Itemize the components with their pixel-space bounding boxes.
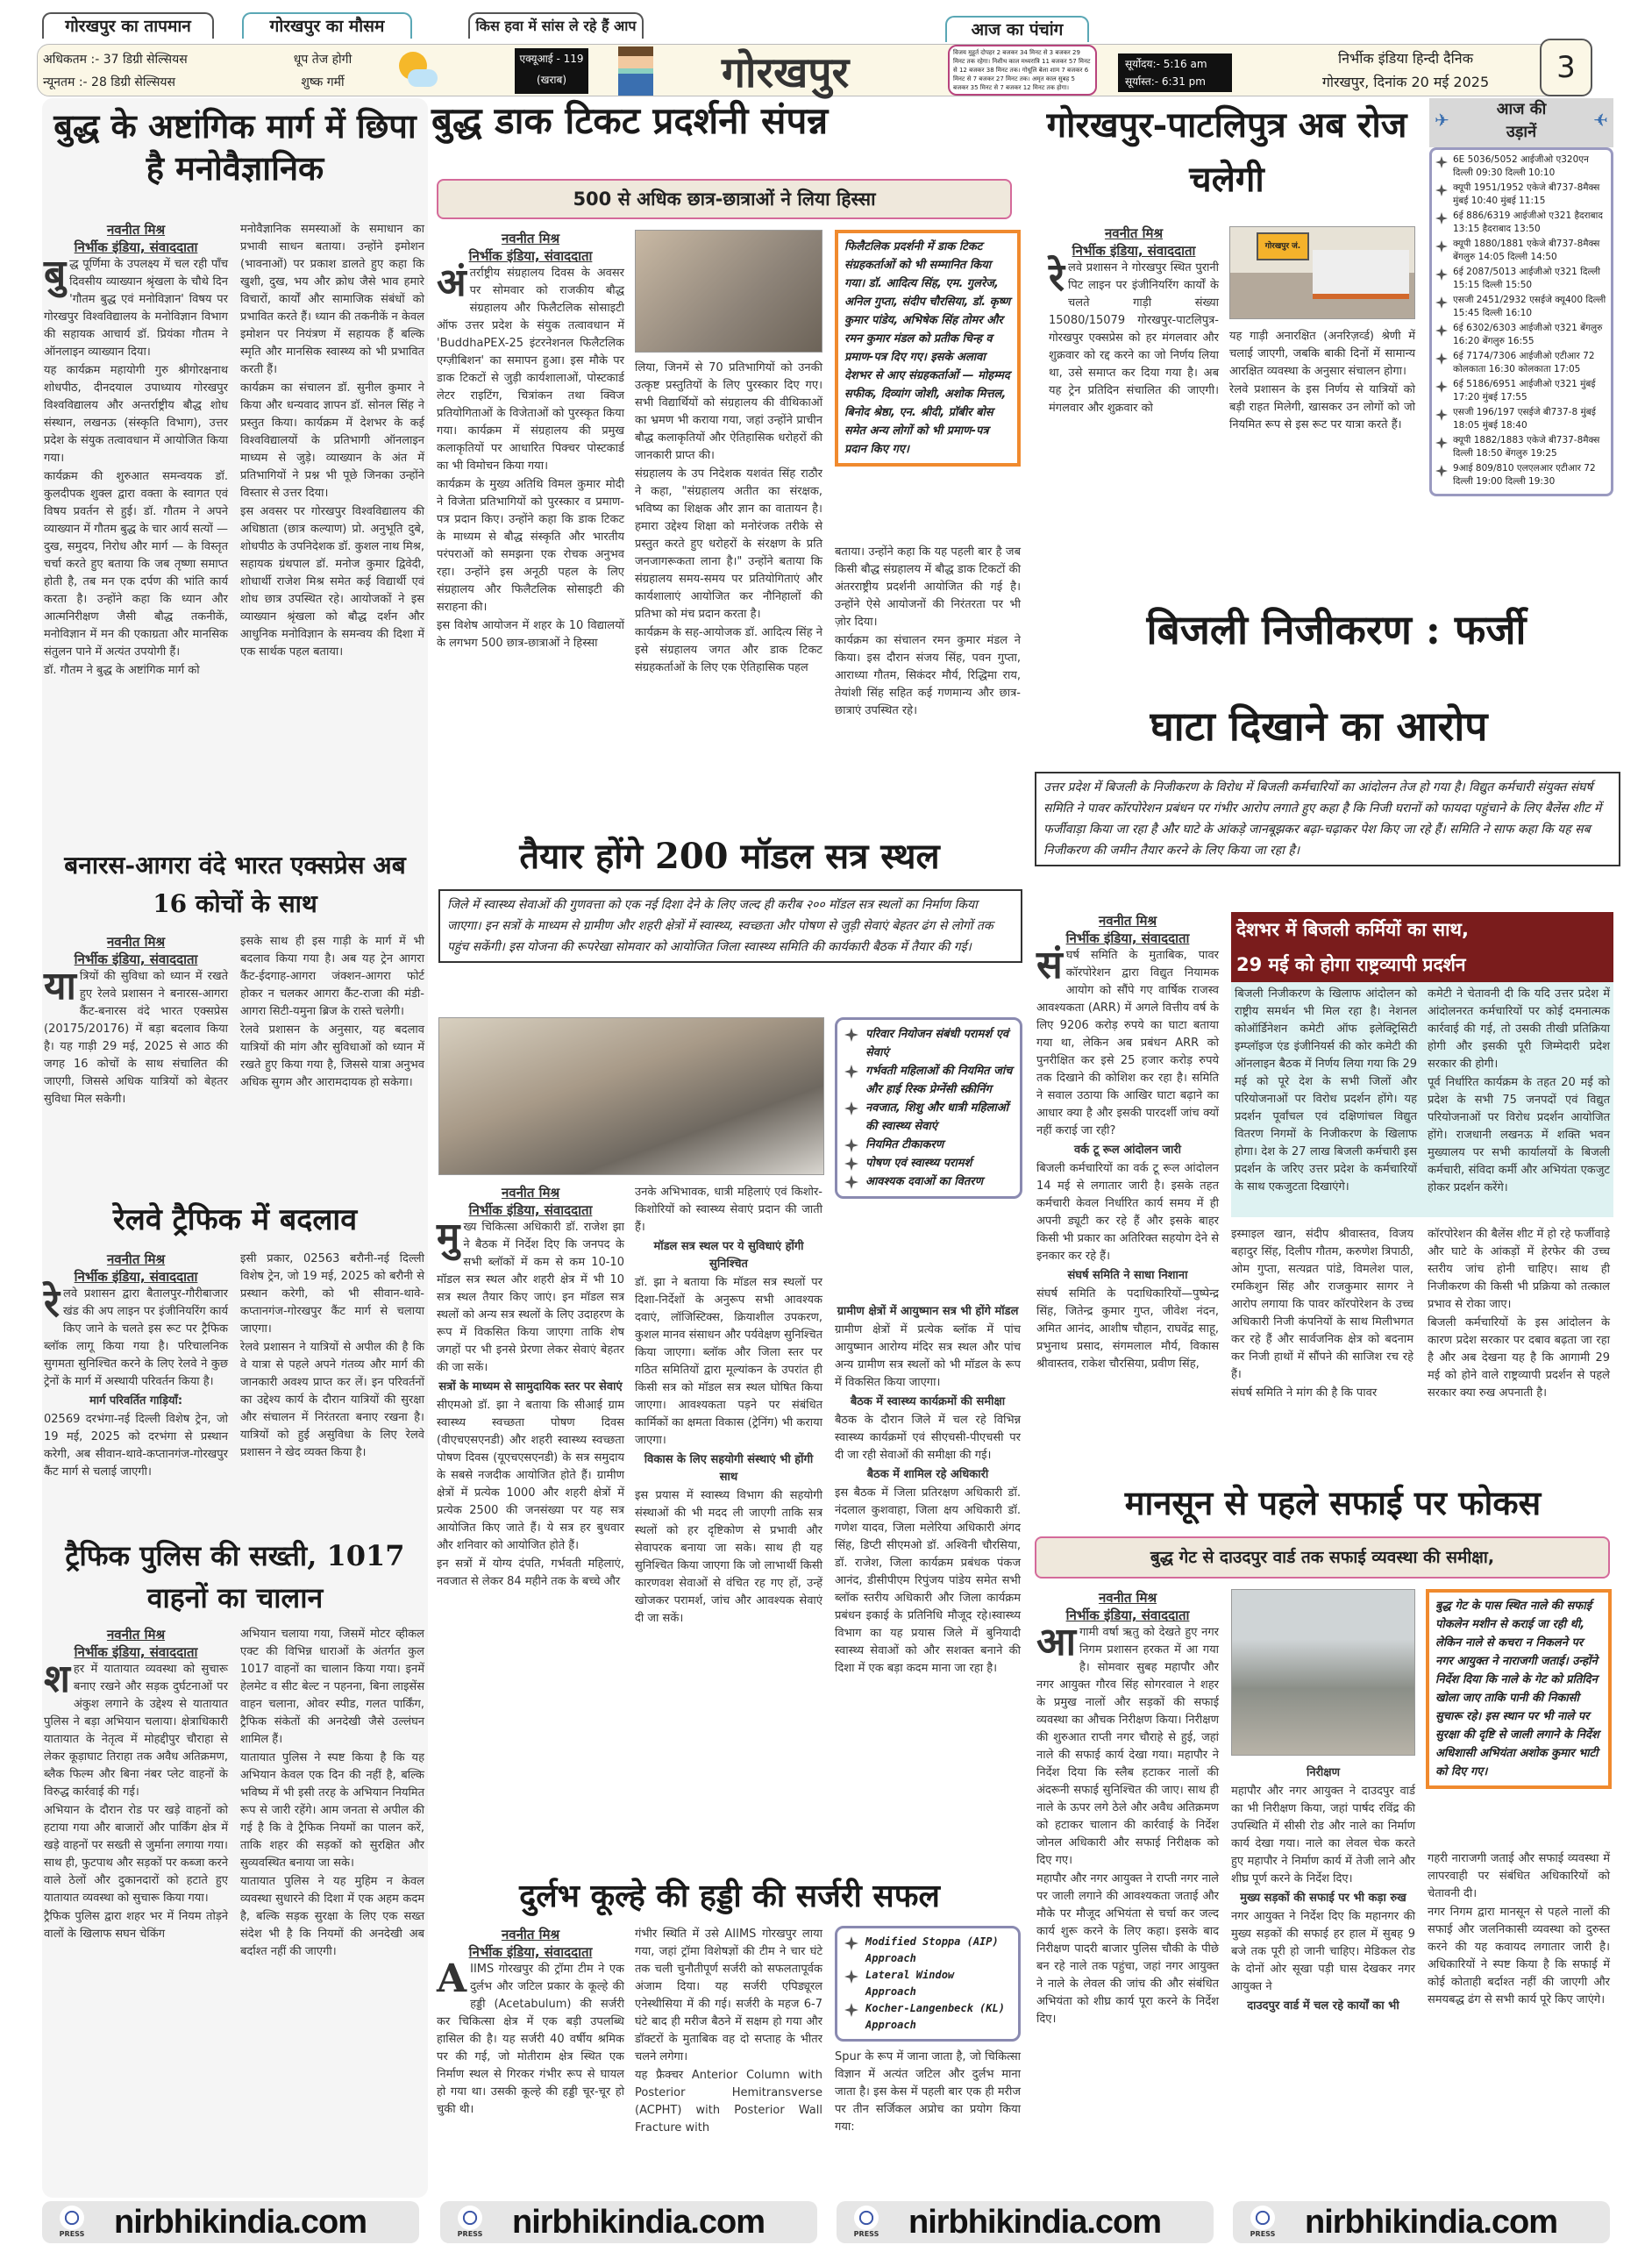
paper-name: निर्भीक इंडिया हिन्दी दैनिक: [1338, 50, 1473, 67]
flight-item: 6ई 6302/6303 आईजीओ ए321 बेंगलुरु 16:20 बेंगलुरु 16:55: [1435, 322, 1607, 348]
bullet-icon: [1435, 409, 1448, 421]
byline-org: निर्भीक इंडिया, संवाददाता: [1065, 1607, 1190, 1623]
a4-r1: बिजली निजीकरण के खिलाफ आंदोलन को राष्ट्रीय समर्थन भी मिल रहा है। नेशनल कोऑर्डिनेशन कमेटी ऑफ इलेक्ट्रिसिटी इम्प्लॉइज एंड इंजीनियर्स की कोर कमेटी की ऑनलाइन बैठक में निर्णय लिया गया कि 29 मई को पूरे देश के सभी जिलों और परियोजनाओं पर विरोध प्रदर्शन होंगे। यह प्रदर्शन पूर्वांचल एवं दक्षिणांचल विद्युत वितरण निगमों के निजीकरण के खिलाफ होगा। देश के 27 लाख बिजली कर्मचारी इस प्रदर्शन के जरिए उत्तर प्रदेश के कर्मचारियों के साथ एकजुटता दिखाएंगे।: [1235, 987, 1417, 1194]
a3-station-photo: [1229, 226, 1415, 319]
a2-p1: तर्राष्ट्रीय संग्रहालय दिवस के अवसर पर सोमवार को राजकीय बौद्ध संग्रहालय और फिलैटलिक सोसाइटी ऑफ उत्तर प्रदेश के संयुक तत्वावधान में 'BuddhaPEX-25 इंटरनेशनल फिलैटलिक एग्ज़ीबिशन' का समापन हुआ। इस मौके पर डाक टिकटों से जुड़ी कार्यशालाओं, पोस्टकार्ड लेटर राइटिंग, चित्रांकन तथा क्विज प्रतियोगिताओं के विजेताओं को पुरस्कृत किया गया। कार्यक्रम में संग्रहालय की प्रमुख कलाकृतियों पर आधारित पिक्चर पोस्टकार्ड का भी विमोचन किया गया।: [437, 267, 624, 473]
a9-p3: यह फ्रैक्चर Anterior Column with Posterior Hemitransverse (ACPHT) with Posterior Wall Fracture with: [635, 2069, 822, 2135]
flight-item: 9आई 809/810 एलएलआर एटीआर 72 दिल्ली 19:00 दिल्ली 19:30: [1435, 462, 1607, 488]
a7-body-left: [44, 1251, 228, 1482]
a4-body-3: [1428, 1226, 1610, 1403]
a7-p1: लवे प्रशासन द्वारा बैतालपुर-गौरीबाजार खंड की अप लाइन पर इंजीनियरिंग कार्य किए जाने के चलते इस रूट पर ट्रैफिक ब्लॉक लागू किया गया है। परिचालनिक सुगमता सुनिश्चित करने के लिए रेलवे ने कुछ ट्रेनों के मार्ग में अस्थायी परिवर्तन किया है।: [44, 1287, 228, 1388]
mask-person-icon: [618, 46, 653, 96]
sunset: सूर्यास्त:- 6:31 pm: [1125, 75, 1206, 88]
a10-headline: मानसून से पहले सफाई पर फोकस: [1124, 1483, 1542, 1522]
a9-p1: IIMS गोरखपुर की ट्रॉमा टीम ने एक दुर्लभ और जटिल प्रकार के कूल्हे की हड्डी (Acetabulum) की सर्जरी कर चिकित्सा क्षेत्र में एक बड़ी उपलब्धि हासिल की है। यह सर्जरी 40 वर्षीय श्रमिक पर की गई, जो मोतीराम क्षेत्र स्थित एक निर्माण स्थल से गिरकर गंभीर रूप से घायल हो गया था। उसकी कूल्हे की हड्डी चूर-चूर हो चुकी थी।: [437, 1963, 624, 2116]
a6-body-1: [437, 1184, 624, 1592]
red-head-2: 29 मई को होगा राष्ट्रव्यापी प्रदर्शन: [1236, 954, 1466, 975]
a6-services-list: [835, 1017, 1022, 1199]
a10-body-1: [1036, 1589, 1219, 2029]
temperature-block: [43, 48, 188, 94]
a2-body-3: [835, 544, 1021, 721]
a2-body-2: [635, 360, 822, 678]
bullet-icon: [1435, 381, 1448, 393]
a6-p4: उनके अभिभावक, धात्री महिलाएं एवं किशोर-किशोरियों को स्वास्थ्य सेवाएं प्रदान की जाती हैं।: [635, 1186, 822, 1234]
bullet-icon: [1435, 296, 1448, 309]
a2-p5: संग्रहालय के उप निदेशक यशवंत सिंह राठौर ने कहा, "संग्रहालय अतीत का संरक्षक, भविष्य का शिक्षक और ज्ञान का वातायन है। हमारा उद्देश्य शिक्षा को मनोरंजक तरीके से प्रस्तुत करते हुए धरोहरों के संरक्षण के प्रति जनजागरूकता लाना है।" उन्होंने बताया कि संग्रहालय समय-समय पर प्रतियोगिताएं और कार्यशालाएं आयोजित कर नौनिहालों की प्रतिभा को मंच प्रदान करता है।: [635, 467, 822, 621]
a4-p1: घर्ष समिति के मुताबिक, पावर कॉरपोरेशन द्वारा विद्युत नियामक आयोग को सौंपे गए वार्षिक राजस्व आवश्यकता (ARR) में अगले वित्तीय वर्ष के लिए 9206 करोड़ रुपये का घाटा बताया गया था, लेकिन अब प्रबंधन ARR को पुनरीक्षित कर इसे 25 हजार करोड़ रुपये तक दिखाने की कोशिश कर रहा है। समिति ने सवाल उठाया कि आखिर घाटा बढ़ाने का आधार क्या है और इसकी पारदर्शी जांच क्यों नहीं कराई जा रही?: [1036, 949, 1219, 1137]
a8-body-left: [44, 1626, 228, 1944]
a2-p4: लिया, जिनमें से 70 प्रतिभागियों को उनकी उत्कृष्ट प्रस्तुतियों के लिए पुरस्कार दिए गए। सभी विद्यार्थियों को संग्रहालय की वीथिकाओं का भ्रमण भी कराया गया, जहां उन्होंने प्राचीन बौद्ध कलाकृतियों और ऐतिहासिक धरोहरों की जानकारी प्राप्त की।: [635, 361, 822, 462]
weather-line2: शुष्क गर्मी: [301, 75, 345, 89]
a1-p2: यह कार्यक्रम महायोगी गुरु श्रीगोरक्षनाथ शोधपीठ, दीनदयाल उपाध्याय गोरखपुर विश्वविद्यालय और अन्तर्राष्ट्रीय बौद्ध शोध संस्थान, लखनऊ (संस्कृति विभाग), उत्तर प्रदेश के संयुक तत्वावधान में आयोजित किया गया।: [44, 364, 228, 465]
masthead: [37, 44, 1580, 96]
byline-org: निर्भीक इंडिया, संवाददाता: [468, 1202, 593, 1218]
sun-times: [1118, 53, 1232, 92]
a10-p5: गहरी नाराजगी जताई और सफाई व्यवस्था में लापरवाही पर संबंधित अधिकारियों को चेतावनी दी।: [1428, 1852, 1610, 1900]
red-head-1: देशभर में बिजली कर्मियों का साथ,: [1236, 919, 1469, 940]
sunrise: सूर्योदय:- 5:16 am: [1125, 58, 1207, 70]
press-label: PRESS: [59, 2230, 85, 2238]
footer-site-2[interactable]: PRESS nirbhikindia.com: [440, 2201, 817, 2243]
a5-headline: बनारस-आगरा वंदे भारत एक्सप्रेस अब 16 कोचों के साथ: [64, 851, 406, 918]
list-item: परिवार नियोजन संबंधी परामर्श एवं सेवाएं: [844, 1025, 1013, 1062]
max-temp: अधिकतम :- 37 डिग्री सेल्सियस: [43, 53, 188, 67]
byline-org: निर्भीक इंडिया, संवाददाता: [74, 1269, 198, 1285]
station-sign: गोरखपुर जं.: [1257, 232, 1309, 260]
bullet-icon: [1435, 240, 1448, 253]
byline-org: निर्भीक इंडिया, संवाददाता: [1065, 930, 1190, 946]
press-logo-icon: [1243, 2206, 1282, 2239]
flight-item: क्यूपी 1882/1883 एकेजे बी737-8मैक्स दिल्ली 18:50 बेंगलुरु 19:25: [1435, 434, 1607, 460]
a6-p2: सीएमओ डॉ. झा ने बताया कि सीआई ग्राम स्वास्थ्य स्वच्छता पोषण दिवस (वीएचएसएनडी) और शहरी स्वास्थ्य स्वच्छता पोषण दिवस (यूएचएसएनडी) के सत्र समुदाय के सबसे नजदीक आयोजित होते हैं। ग्रामीण क्षेत्रों में प्रत्येक 1000 और शहरी क्षेत्रों में प्रत्येक 2500 की जनसंख्या पर यह सत्र आयोजित किए जाते हैं। ये सत्र हर बुधवार और शनिवार को आयोजित होते हैं।: [437, 1399, 624, 1552]
a2-p7: बताया। उन्होंने कहा कि यह पहली बार है जब किसी बौद्ध संग्रहालय में बौद्ध डाक टिकटों की अंतरराष्ट्रीय प्रदर्शनी आयोजित की गई है। उन्होंने ऐसे आयोजनों की निरंतरता पर भी ज़ोर दिया।: [835, 545, 1021, 629]
byline-name: नवनीत मिश्र: [501, 1927, 560, 1942]
byline-name: नवनीत मिश्र: [106, 1251, 166, 1267]
bullet-icon: [1435, 324, 1448, 337]
a4-headline-2: घाटा दिखाने का आरोप: [1150, 702, 1488, 750]
list-item: गर्भवती महिलाओं की नियमित जांच और हाई रिस्क प्रेग्नेंसी स्क्रीनिंग: [844, 1062, 1013, 1099]
a1-body-left: [44, 221, 228, 681]
a6-body-2: [635, 1184, 822, 1629]
a6-p3: इन सत्रों में योग्य दंपति, गर्भवती महिलाएं, नवजात से लेकर 84 महीने तक के बच्चे और: [437, 1557, 624, 1588]
list-item: नियमित टीकाकरण: [844, 1136, 1013, 1154]
flight-item: 6E 5036/5052 आईजीओ ए320एन दिल्ली 09:30 दिल्ली 10:10: [1435, 153, 1607, 180]
drop-cap: अं: [437, 260, 466, 305]
list-item: नवजात, शिशु और धात्री महिलाओं की स्वास्थ्य सेवाएं: [844, 1099, 1013, 1136]
drop-cap: आ: [1036, 1620, 1076, 1664]
bullet-icon: [1435, 184, 1448, 196]
a2-p6: कार्यक्रम के सह-आयोजक डॉ. आदित्य सिंह ने इसे संग्रहालय जगत और डाक टिकट संग्रहकर्ताओं के लिए एक ऐतिहासिक पहल: [635, 626, 822, 674]
byline-name: नवनीत मिश्र: [1104, 225, 1164, 241]
a6-p5: डॉ. झा ने बताया कि मॉडल सत्र स्थलों पर दिशा-निर्देशों के अनुरूप सभी आवश्यक दवाएं, लॉजिस्टिक्स, क्रियाशील उपकरण, कुशल मानव संसाधन और पर्यवेक्षण सुनिश्चित किया जाएगा। ब्लॉक और जिला स्तर पर गठित समितियों द्वारा मूल्यांकन के उपरांत ही किसी सत्र को मॉडल सत्र स्थल घोषित किया जाएगा। आवश्यकता पड़ने पर संबंधित कार्मिकों का क्षमता विकास (ट्रेनिंग) भी कराया जाएगा।: [635, 1276, 822, 1447]
a4-p4: इस्माइल खान, संदीप श्रीवास्तव, विजय बहादुर सिंह, दिलीप गौतम, करुणेश त्रिपाठी, ओम गुप्ता, सत्यव्रत पांडे, विमलेश पाल, रमकिशुन सिंह और राजकुमार सागर ने आरोप लगाया कि पावर कॉरपोरेशन के उच्च अधिकारी निजी कंपनियों के साथ मिलीभगत कर रहे हैं और सार्वजनिक क्षेत्र को बदनाम कर निजी हाथों में सौंपने की साजिश रच रहे हैं।: [1231, 1228, 1413, 1381]
a7-p3: इसी प्रकार, 02563 बरौनी-नई दिल्ली विशेष ट्रेन, जो 19 मई, 2025 को बरौनी से प्रस्थान करेगी, को भी सीवान-थावे-कप्तानगंज-गोरखपुर कैंट मार्ग से चलाया जाएगा।: [240, 1252, 424, 1336]
a8-p5: यातायात पुलिस ने स्पष्ट किया है कि यह अभियान केवल एक दिन की नहीं है, बल्कि भविष्य में भी इसी तरह के अभियान नियमित रूप से जारी रहेंगे। आम जनता से अपील की गई है कि वे ट्रैफिक नियमों का पालन करें, ताकि शहर की सड़कों को सुरक्षित और सुव्यवस्थित बनाया जा सके।: [240, 1751, 424, 1870]
a4-body-1: [1036, 912, 1219, 1374]
a1-p7: इस अवसर पर गोरखपुर विश्वविद्यालय की अधिष्ठाता (छात्र कल्याण) प्रो. अनुभूति दुबे, शोधपीठ के उपनिदेशक डॉ. कुशल नाथ मिश्र, सहायक ग्रंथपाल डॉ. मनोज कुमार द्विवेदी, शोधार्थी राजेश मिश्र समेत कई विद्यार्थी एवं शोध छात्र उपस्थित रहे। आयोजकों ने इस व्याख्यान श्रृंखला को बौद्ध दर्शन और आधुनिक मनोविज्ञान के समन्वय की दिशा में एक सार्थक पहल बताया।: [240, 505, 424, 659]
a6-p1: ख्य चिकित्सा अधिकारी डॉ. राजेश झा ने बैठक में निर्देश दिए कि जनपद के सभी ब्लॉकों में कम से कम 10-10 मॉडल सत्र स्थल और शहरी क्षेत्र में भी 10 सत्र स्थल तैयार किए जाएं। इन मॉडल सत्र स्थलों को अन्य सत्र स्थलों के लिए उदाहरण के रूप में विकसित किया जाएगा ताकि शेष जगहों पर भी इनसे प्रेरणा लेकर सेवाएं बेहतर की जा सकें।: [437, 1221, 624, 1374]
footer-site-3[interactable]: PRESS nirbhikindia.com: [837, 2201, 1214, 2243]
a2-strapline: 500 से अधिक छात्र-छात्राओं ने लिया हिस्सा: [437, 179, 1012, 219]
panchang-box: विजय मुहूर्त दोपहर 2 बजकर 34 मिनट से 3 बजकर 29 मिनट तक रहेगा। निशीथ काल मध्यरात्रि 11 बजकर 57 मिनट से 12 बजकर 38 मिनट तक। गोधूलि बेला शाम 7 बजकर 6 मिनट से 7 बजकर 27 मिनट तक। अमृत काल सुबह 5 बजकर 35 मिनट से 7 बजकर 12 मिनट तक होगा।: [948, 45, 1097, 96]
a6-body-3: [835, 1301, 1021, 1678]
a6-meeting-photo: [438, 1017, 824, 1175]
a5-body-right: [240, 933, 424, 1093]
list-item: पोषण एवं स्वास्थ्य परामर्श: [844, 1154, 1013, 1172]
a8-p6: यातायात पुलिस ने यह मुहिम न केवल व्यवस्था सुधारने की दिशा में एक अहम कदम है, बल्कि सड़क सुरक्षा के लिए एक सख्त संदेश भी है कि नियमों की अनदेखी अब बर्दाश्त नहीं की जाएगी।: [240, 1875, 424, 1958]
a10-inspection-photo: [1231, 1589, 1415, 1756]
photo-caption: निरीक्षण: [1307, 1766, 1340, 1779]
byline-name: नवनीत मिश्र: [106, 934, 166, 950]
a8-body-right: [240, 1626, 424, 1962]
footer-site-4[interactable]: PRESS nirbhikindia.com: [1233, 2201, 1610, 2243]
byline-org: निर्भीक इंडिया, संवाददाता: [468, 1944, 593, 1960]
flight-item: क्यूपी 1880/1881 एकेजे बी737-8मैक्स बेंगलुरु 14:05 दिल्ली 14:50: [1435, 238, 1607, 264]
a9-body-1: [437, 1926, 624, 2120]
a3-headline: गोरखपुर-पाटलिपुत्र अब रोज चलेगी: [1046, 104, 1407, 200]
a2-body-1: [437, 230, 624, 653]
bullet-icon: [844, 1065, 858, 1079]
sun-cloud-icon: [399, 52, 438, 90]
a4-p5: संघर्ष समिति ने मांग की है कि पावर: [1231, 1386, 1378, 1400]
page-number: 3: [1540, 39, 1592, 96]
flights-list: [1429, 147, 1613, 496]
a9-body-3: [835, 2049, 1021, 2137]
a10-strapline: बुद्ध गेट से दाउदपुर वार्ड तक सफाई व्यवस्था की समीक्षा,: [1035, 1536, 1610, 1579]
a2-photo-award: [635, 230, 822, 353]
a8-p1: हर में यातायात व्यवस्था को सुचारू बनाए रखने और सड़क दुर्घटनाओं पर अंकुश लगाने के उद्देश्य से यातायात पुलिस ने बड़ा अभियान चलाया। क्षेत्राधिकारी यातायात के नेतृत्व में मोहद्दीपुर चौराहा से लेकर कूड़ाघाट तिराहा तक अवैध अतिक्रमण, ब्लैक फिल्म और बिना नंबर प्लेट वाहनों के विरुद्ध कार्रवाई की गई।: [44, 1663, 228, 1799]
a2-headline: बुद्ध डाक टिकट प्रदर्शनी संपन्न: [431, 99, 829, 142]
press-label: PRESS: [853, 2230, 879, 2238]
a1-p5: मनोवैज्ञानिक समस्याओं के समाधान का प्रभावी साधन बताया। उन्होंने इमोशन (भावनाओं) पर प्रकाश डालते हुए कहा कि खुशी, दुख, भय और क्रोध जैसे भाव हमारे विचारों, कार्यों और सामाजिक संबंधों को प्रभावित करते हैं। ध्यान की तकनीकें न केवल इमोशन पर नियंत्रण में सहायक हैं बल्कि स्मृति और मानसिक स्वास्थ्य को भी प्रभावित करती हैं।: [240, 223, 424, 376]
a9-p4: Spur के रूप में जाना जाता है, जो चिकित्सा विज्ञान में अत्यंत जटिल और दुर्लभ माना जाता है। इस केस में पहली बार एक ही मरीज पर तीन सर्जिकल अप्रोच का प्रयोग किया गया:: [835, 2050, 1021, 2134]
a6-p7: ग्रामीण क्षेत्रों में प्रत्येक ब्लॉक में पांच आयुष्मान आरोग्य मंदिर सत्र स्थल और पांच अन्य ग्रामीण सत्र स्थलों को भी मॉडल के रूप में विकसित किया जाएगा।: [835, 1323, 1021, 1389]
a9-body-2: [635, 1926, 822, 2138]
a10-highlight-box: बुद्ध गेट के पास स्थित नाले की सफाई पोकलेन मशीन से कराई जा रही थी, लेकिन नाले से कचरा न निकलने पर नगर आयुक्त ने नाराजगी जताई। उन्होंने निर्देश दिया कि नाले के गेट को प्रतिदिन खोला जाए ताकि पानी की निकासी सुचारू रहे। इस स्थान पर भी नाले पर सुरक्षा की दृष्टि से जाली लगाने के निर्देश अधिशासी अभियंता अशोक कुमार भाटी को दिए गए।: [1426, 1589, 1612, 1789]
a10-p3: महापौर और नगर आयुक्त ने दाउदपुर वार्ड का भी निरीक्षण किया, जहां पार्षद रविंद्र की उपस्थिति में सीसी रोड और नाले का निर्माण कार्य देखा गया। नाले का लेवल चेक करते हुए महापौर ने निर्माण कार्य में तेजी लाने और शीघ्र पूर्ण करने के निर्देश दिए।: [1231, 1785, 1415, 1885]
a3-p1: लवे प्रशासन ने गोरखपुर स्थित पुरानी पिट लाइन पर इंजीनियरिंग कार्यों के चलते गाड़ी संख्या 15080/15079 गोरखपुर-पाटलिपुत्र-गोरखपुर एक्सप्रेस को हर मंगलवार और शुक्रवार को रद्द करने का जो निर्णय लिया था, उसे समाप्त कर दिया गया है। अब यह ट्रेन प्रतिदिन संचालित की जाएगी। मंगलवार और शुक्रवार को: [1049, 261, 1219, 415]
a7-headline: रेलवे ट्रैफिक में बदलाव: [112, 1202, 358, 1237]
byline-org: निर्भीक इंडिया, संवाददाता: [74, 1644, 198, 1660]
a6-sub4: ग्रामीण क्षेत्रों में आयुष्मान सत्र भी होंगे मॉडल: [837, 1305, 1019, 1318]
panchang-tab: आज का पंचांग: [945, 16, 1089, 42]
footer-site-1[interactable]: PRESS nirbhikindia.com: [42, 2201, 419, 2243]
a6-summary-box: जिले में स्वास्थ्य सेवाओं की गुणवत्ता को एक नई दिशा देने के लिए जल्द ही करीब २०० मॉडल सत्र स्थलों का निर्माण किया जाएगा। इन सत्रों के माध्यम से ग्रामीण और शहरी क्षेत्रों में स्वास्थ्य, स्वच्छता और पोषण से जुड़ी सेवाएं बेहतर ढंग से लोगों तक पहुंच सकेंगी। इस योजना की रूपरेखा सोमवार को आयोजित जिला स्वास्थ्य समिति की कार्यकारी बैठक में तैयार की गई।: [438, 889, 1022, 963]
byline-name: नवनीत मिश्र: [106, 222, 166, 238]
list-item: Modified Stoppa (AIP) Approach: [844, 1934, 1011, 1967]
byline-name: नवनीत मिश्र: [501, 1185, 560, 1201]
a6-sub3: विकास के लिए सहयोगी संस्थाएं भी होंगी साथ: [644, 1453, 814, 1484]
weather-block: [257, 48, 388, 94]
list-item: Lateral Window Approach: [844, 1967, 1011, 2000]
a7-body-right: [240, 1251, 424, 1463]
a4-sub2: संघर्ष समिति ने साधा निशाना: [1067, 1269, 1188, 1282]
a1-p1: द्ध पूर्णिमा के उपलक्ष्य में चल रही पाँच दिवसीय व्याख्यान श्रृंखला के चौथे दिन 'गौतम बुद्ध एवं मनोविज्ञान' विषय पर गोरखपुर विश्वविद्यालय के मनोविज्ञान विभाग की सहायक आचार्य डॉ. प्रियंका गौतम ने ऑनलाइन व्याख्यान दिया।: [44, 258, 228, 359]
drop-cap: या: [44, 964, 76, 1008]
a5-p1: त्रियों की सुविधा को ध्यान में रखते हुए रेलवे प्रशासन ने बनारस-आगरा कैंट-बनारस वंदे भारत एक्सप्रेस (20175/20176) में बड़ा बदलाव किया है। यह गाड़ी 29 मई, 2025 से आठ की जगह 16 कोचों के साथ संचालित की जाएगी, जिससे अधिक यात्रियों को बेहतर सुविधा मिल सकेगी।: [44, 970, 228, 1106]
a1-p6: कार्यक्रम का संचालन डॉ. सुनील कुमार ने किया और धन्यवाद ज्ञापन डॉ. सोनल सिंह ने प्रस्तुत किया। कार्यक्रम में देशभर के कई विश्वविद्यालयों के प्रतिभागी ऑनलाइन माध्यम से जुड़े। व्याख्यान के अंत में प्रतिभागियों ने प्रश्न भी पूछे जिनका उन्होंने विस्तार से उत्तर दिया।: [240, 381, 424, 500]
a6-p9: इस बैठक में जिला प्रतिरक्षण अधिकारी डॉ. नंदलाल कुशवाहा, जिला क्षय अधिकारी डॉ. गणेश यादव, जिला मलेरिया अधिकारी अंगद सिंह, डिप्टी सीएमओ डॉ. अश्विनी चौरसिया, डॉ. राजेश, जिला कार्यक्रम प्रबंधक पंकज आनंद, डीसीपीएम रिपुंजय पांडेय समेत सभी ब्लॉक स्तरीय अधिकारी और जिला कार्यक्रम प्रबंधन इकाई के प्रतिनिधि मौजूद रहे।स्वास्थ्य विभाग का यह प्रयास जिले में बुनियादी स्वास्थ्य सेवाओं को और सशक्त बनाने की दिशा में एक बड़ा कदम माना जा रहा है।: [835, 1486, 1021, 1675]
a3-body-right: [1229, 328, 1415, 435]
flight-item: 6ई 7174/7306 आईजीओ एटीआर 72 कोलकाता 16:30 कोलकाता 17:05: [1435, 350, 1607, 376]
a9-approach-list: [835, 1926, 1021, 2042]
dateline: गोरखपुर, दिनांक 20 मई 2025: [1321, 74, 1490, 90]
flights-title1: आज की: [1496, 100, 1547, 118]
a6-headline: तैयार होंगे 200 मॉडल सत्र स्थल: [519, 836, 940, 877]
a4-teal-right: [1428, 986, 1610, 1198]
a4-summary-box: उत्तर प्रदेश में बिजली के निजीकरण के विरोध में बिजली कर्मचारियों का आंदोलन तेज हो गया है। विद्युत कर्मचारी संयुक्त संघर्ष समिति ने पावर कॉरपोरेशन प्रबंधन पर गंभीर आरोप लगाते हुए कहा है कि निजी घरानों को फायदा पहुंचाने के लिए बैलेंस शीट में फर्जीवाड़ा किया जा रहा है और घाटे के आंकड़े जानबूझकर बढ़ा-चढ़ाकर पेश किए जा रहे हैं। समिति ने साफ कहा कि यह सब निजीकरण की जमीन तैयार करने के लिए किया जा रहा है।: [1035, 772, 1620, 866]
a2-p8: कार्यक्रम का संचालन रमन कुमार मंडल ने किया। इस दौरान संजय सिंह, पवन गुप्ता, आराध्या गौतम, सिकंदर मौर्य, रिद्धिमा राय, तेयांशी सिंह सहित कई गणमान्य और छात्र-छात्राएं उपस्थित रहे।: [835, 634, 1021, 717]
a10-p4: नगर आयुक्त ने निर्देश दिए कि महानगर की मुख्य सड़कों की सफाई हर हाल में सुबह 9 बजे तक पूरी हो जानी चाहिए। मेडिकल रोड के दोनों ओर सूखा पड़ी घास देखकर नगर आयुक्त ने: [1231, 1910, 1415, 1993]
a6-sub6: बैठक में शामिल रहे अधिकारी: [866, 1468, 989, 1481]
press-label: PRESS: [457, 2230, 483, 2238]
press-logo-icon: [451, 2206, 489, 2239]
paper-info: [1300, 46, 1511, 94]
bullet-icon: [844, 1970, 858, 1984]
flight-item: 6ई 2087/5013 आईजीओ ए321 दिल्ली 15:15 दिल्ली 15:50: [1435, 266, 1607, 292]
a2-p2: कार्यक्रम के मुख्य अतिथि विमल कुमार मोदी ने विजेता प्रतिभागियों को पुरस्कार व प्रमाण-पत्र प्रदान किए। उन्होंने कहा कि डाक टिकट के माध्यम से बौद्ध संस्कृति और भारतीय परंपराओं को समझना एक रोचक अनुभव रहा। उन्होंने इस अनूठी पहल के लिए संग्रहालय और फिलैटलिक सोसाइटी की सराहना की।: [437, 478, 624, 614]
drop-cap: बु: [44, 252, 67, 296]
a2-p3: इस विशेष आयोजन में शहर के 10 विद्यालयों के लगभग 500 छात्र-छात्राओं ने हिस्सा: [437, 619, 624, 650]
a4-body-2: [1231, 1226, 1413, 1403]
a7-p2: 02569 दरभंगा-नई दिल्ली विशेष ट्रेन, जो 19 मई, 2025 को दरभंगा से प्रस्थान करेगी, अब सीवान-थावे-कप्तानगंज-गोरखपुर कैंट मार्ग से चलाई जाएगी।: [44, 1413, 228, 1479]
temperature-tab: गोरखपुर का तापमान: [42, 12, 214, 39]
byline-name: नवनीत मिश्र: [1098, 1590, 1157, 1606]
a3-body-left: [1049, 224, 1219, 418]
a4-p3: संघर्ष समिति के पदाधिकारियों—पुष्पेन्द्र सिंह, जितेन्द्र कुमार गुप्त, जीवेश नंदन, अमित आनंद, आशीष चौहान, राघवेंद्र साहू, प्रभुनाथ प्रसाद, संगमलाल मौर्य, विकास श्रीवास्तव, राकेश चौरसिया, प्रवीण सिंह,: [1036, 1287, 1219, 1371]
a4-teal-left: [1235, 986, 1417, 1197]
a4-p6: कॉरपोरेशन की बैलेंस शीट में हो रहे फर्जीवाड़े और घाटे के आंकड़ों में हेरफेर की उच्च स्तरीय जांच होनी चाहिए। साथ ही निजीकरण की किसी भी प्रक्रिया को तत्काल प्रभाव से रोका जाए।: [1428, 1228, 1610, 1311]
list-item: आवश्यक दवाओं का वितरण: [844, 1172, 1013, 1191]
a6-sub2: मॉडल सत्र स्थल पर ये सुविधाएं होंगी सुनिश्चित: [653, 1240, 804, 1271]
bullet-icon: [844, 1175, 858, 1189]
a3-p2: यह गाड़ी अनारक्षित (अनरिज़र्व्ड) श्रेणी में चलाई जाएगी, जबकि बाकी दिनों में सामान्य आरक्षित व्यवस्था के अनुसार संचालन होगा।: [1229, 330, 1415, 378]
a6-sub1: सत्रों के माध्यम से सामुदायिक स्तर पर सेवाएं: [438, 1380, 623, 1393]
flights-panel: [1429, 98, 1613, 589]
a9-p2: गंभीर स्थिति में उसे AIIMS गोरखपुर लाया गया, जहां ट्रॉमा विशेषज्ञों की टीम ने चार घंटे तक चली चुनौतीपूर्ण सर्जरी को सफलतापूर्वक अंजाम दिया। यह सर्जरी एपिड्यूरल एनेस्थीसिया में की गई। सर्जरी के महज 6-7 घंटे बाद ही मरीज बैठने में सक्षम हो गया और डॉक्टरों के मुताबिक वह दो सप्ताह के भीतर चलने लगेगा।: [635, 1928, 822, 2063]
a10-body-2: [1231, 1763, 1415, 2016]
a1-p4: डॉ. गौतम ने बुद्ध के अष्टांगिक मार्ग को: [44, 664, 200, 677]
flight-item: एसजी 196/197 एसईजे बी737-8 मुंबई 18:05 मुंबई 18:40: [1435, 406, 1607, 432]
train-shape: [1313, 250, 1409, 299]
bullet-icon: [844, 1028, 858, 1042]
a8-p4: अभियान चलाया गया, जिसमें मोटर व्हीकल एक्ट की विभिन्न धाराओं के अंतर्गत कुल 1017 वाहनों का चालान किया गया। इनमें हेलमेट व सीट बेल्ट न पहनना, बिना लाइसेंस वाहन चलाना, ओवर स्पीड, गलत पार्किंग, ट्रैफिक संकेतों की अनदेखी जैसे उल्लंघन शामिल हैं।: [240, 1628, 424, 1746]
a4-sub1: वर्क टू रूल आंदोलन जारी: [1073, 1144, 1182, 1157]
a6-p8: बैठक के दौरान जिले में चल रहे विभिन्न स्वास्थ्य कार्यक्रमों एवं सीएचसी-पीएचसी पर दी जा रही सेवाओं की समीक्षा की गई।: [835, 1414, 1021, 1462]
list-item: Kocher-Langenbeck (KL) Approach: [844, 2000, 1011, 2034]
a4-r3: पूर्व निर्धारित कार्यक्रम के तहत 20 मई को प्रदेश के सभी 75 जनपदों एवं विद्युत परियोजनाओं पर विरोध प्रदर्शन आयोजित होंगे। राजधानी लखनऊ में शक्ति भवन मुख्यालय पर सभी कार्यालयों के बिजली कर्मचारी, संविदा कर्मी और अभियंता एकजुट होकर प्रदर्शन करेंगे।: [1428, 1076, 1610, 1194]
drop-cap: A: [437, 1956, 467, 2001]
a8-p2: अभियान के दौरान रोड पर खड़े वाहनों को हटाया गया और बाजारों और पार्किंग क्षेत्र में खड़े वाहनों पर सख्ती से जुर्माना लगाया गया। साथ ही, फुटपाथ और सड़कों पर कब्जा करने वाले ठेलों और दुकानदारों को हटाते हुए यातायात व्यवस्था को सुचारू किया गया।: [44, 1804, 229, 1905]
a10-p1: गामी वर्षा ऋतु को देखते हुए नगर निगम प्रशासन हरकत में आ गया है। सोमवार सुबह महापौर और नगर आयुक्त गौरव सिंह सोगरवाल ने शहर के प्रमुख नालों और सड़कों की सफाई व्यवस्था का औचक निरीक्षण किया। निरीक्षण की शुरुआत राप्ती नगर चौराहे से हुई, जहां नाले की सफाई कार्य देखा गया। महापौर ने निर्देश दिया कि स्लैब हटाकर नालों की अंदरूनी सफाई सुनिश्चित की जाए। साथ ही नाले के ऊपर लगे ठेले और अवैध अतिक्रमण को हटाकर चालान की कार्रवाई के निर्देश जोनल अधिकारी और सफाई निरीक्षक को दिए गए।: [1036, 1626, 1219, 1867]
bullet-icon: [1435, 268, 1448, 281]
a5-body-left: [44, 933, 228, 1109]
byline-name: नवनीत मिश्र: [106, 1627, 166, 1643]
bullet-icon: [1435, 156, 1448, 168]
a4-headline-1: बिजली निजीकरण : फर्जी: [1146, 606, 1527, 653]
a10-sub1: मुख्य सड़कों की सफाई पर भी कड़ा रुख: [1240, 1892, 1406, 1905]
a4-r2: कमेटी ने चेतावनी दी कि यदि उत्तर प्रदेश में आंदोलनरत कर्मचारियों पर कोई दमनात्मक कार्रवाई की गई, तो उसकी तीखी प्रतिक्रिया होगी और इसकी पूरी जिम्मेदारी प्रदेश सरकार की होगी।: [1428, 987, 1610, 1071]
byline-org: निर्भीक इंडिया, संवाददाता: [468, 248, 593, 264]
bullet-icon: [1435, 353, 1448, 365]
a1-body-right: [240, 221, 424, 662]
a1-headline: बुद्ध के अष्टांगिक मार्ग में छिपा है मनोवैज्ञानिक: [53, 106, 417, 188]
flights-header: [1429, 98, 1613, 147]
plane-icon: ✈: [1435, 110, 1449, 131]
flights-title2: उड़ानें: [1506, 123, 1537, 141]
flight-item: 6ई 886/6319 आईजीओ ए321 हैदराबाद 13:15 हैदराबाद 13:50: [1435, 210, 1607, 236]
press-logo-icon: [53, 2206, 91, 2239]
a4-red-banner: [1231, 912, 1613, 982]
flight-item: एसजी 2451/2932 एसईजे क्यू400 दिल्ली 15:45 दिल्ली 16:10: [1435, 294, 1607, 320]
byline-name: नवनीत मिश्र: [501, 231, 560, 246]
a1-p3: कार्यक्रम की शुरुआत समन्वयक डॉ. कुलदीपक शुक्ल द्वारा वक्ता के स्वागत एवं विषय प्रवर्तन से हुई। डॉ. गौतम ने अपने व्याख्यान में गौतम बुद्ध के चार आर्य सत्यों — दुख, समुदय, निरोध और मार्ग — के विस्तृत चर्चा करते हुए बताया कि जब तृष्णा समाप्त होती है, तब मन एक दर्पण की भांति कार्य करता है। उन्होंने कहा कि ध्यान और आत्मनिरीक्षण जैसी बौद्ध तकनीकें, मनोविज्ञान में मन की एकाग्रता और मानसिक संतुलन पाने में अत्यंत उपयोगी हैं।: [44, 470, 228, 659]
byline-org: निर्भीक इंडिया, संवाददाता: [1072, 243, 1196, 259]
a2-highlight-box: फिलैटलिक प्रदर्शनी में डाक टिकट संग्रहकर्ताओं को भी सम्मानित किया गया। डॉ. आदित्य सिंह, एम. गुलरेज, अनिल गुप्ता, संदीप चौरसिया, डॉ. कृष्ण कुमार पांडेय, अभिषेक सिंह तोमर और रमन कुमार मंडल को प्रतीक चिन्ह व प्रमाण-पत्र दिए गए। इसके अलावा देशभर से आए संग्रहकर्ताओं — मोहम्मद सफीक, दिव्यांग जोशी, अशोक मित्तल, बिनोद श्रेष्ठा, एन. श्रीदी, प्रॉबीर बोस समेत अन्य लोगों को भी प्रमाण-पत्र प्रदान किए गए।: [835, 230, 1021, 467]
drop-cap: मु: [437, 1215, 460, 1259]
press-logo-icon: [847, 2206, 886, 2239]
a5-p2: इसके साथ ही इस गाड़ी के मार्ग में भी बदलाव किया गया है। अब यह ट्रेन आगरा कैंट-ईदगाह-आगरा जंक्शन-आगरा फोर्ट होकर न चलकर आगरा कैंट-राजा की मंडी-आगरा सिटी-यमुना ब्रिज के रास्ते चलेगी।: [240, 935, 424, 1018]
bullet-icon: [1435, 437, 1448, 449]
weather-tab: गोरखपुर का मौसम: [242, 12, 412, 39]
flight-item: 6ई 5186/6951 आईजीओ ए321 मुंबई 17:20 मुंबई 17:55: [1435, 378, 1607, 404]
aqi-badge: [515, 48, 588, 94]
flight-item: क्यूपी 1951/1952 एकेजे बी737-8मैक्स मुंबई 10:40 मुंबई 11:15: [1435, 182, 1607, 208]
bullet-icon: [1435, 212, 1448, 224]
a4-p7: बिजली कर्मचारियों के इस आंदोलन के कारण प्रदेश सरकार पर दबाव बढ़ता जा रहा है और अब देखना यह है कि आगामी 29 मई को होने वाले राष्ट्रव्यापी प्रदर्शन से पहले सरकार क्या रुख अपनाती है।: [1428, 1316, 1610, 1400]
a9-headline: दुर्लभ कूल्हे की हड्डी की सर्जरी सफल: [519, 1878, 940, 1914]
bullet-icon: [844, 1138, 858, 1152]
byline-org: निर्भीक इंडिया, संवाददाता: [74, 239, 198, 255]
city-title: गोरखपुर: [722, 48, 850, 97]
drop-cap: सं: [1036, 943, 1063, 987]
bullet-icon: [844, 1936, 858, 1950]
byline-org: निर्भीक इंडिया, संवाददाता: [74, 951, 198, 967]
drop-cap: रे: [44, 1281, 60, 1326]
drop-cap: श: [44, 1657, 70, 1701]
a6-sub5: बैठक में स्वास्थ्य कार्यक्रमों की समीक्षा: [850, 1395, 1006, 1408]
a6-p6: इस प्रयास में स्वास्थ्य विभाग की सहयोगी संस्थाओं की भी मदद ली जाएगी ताकि सत्र स्थलों को हर दृष्टिकोण से प्रभावी और सेवापरक बनाया जा सके। साथ ही यह सुनिश्चित किया जाएगा कि जो लाभार्थी किसी कारणवश सेवाओं से वंचित रह गए हों, उन्हें खोजकर परामर्श, जांच और आवश्यक सेवाएं दी जा सकें।: [635, 1489, 822, 1625]
a7-subhead: मार्ग परिवर्तित गाड़ियाँ:: [89, 1394, 183, 1408]
a10-p2: महापौर और नगर आयुक्त ने राप्ती नगर नाले पर जाली लगाने की आवश्यकता जताई और मौके पर मौजूद अभियंता से चर्चा कर जल्द कार्य शुरू करने के लिए कहा। इसके बाद निरीक्षण पादरी बाजार पुलिस चौकी के पीछे बन रहे नाले तक पहुंचा, जहां नगर आयुक्त ने नाले के लेवल की जांच की और संबंधित अभियंता को शीघ्र कार्य पूरा करने के निर्देश दिए।: [1036, 1872, 1219, 2026]
weather-line1: धूप तेज होगी: [293, 53, 352, 67]
bullet-icon: [844, 2003, 858, 2017]
a3-p3: रेलवे प्रशासन के इस निर्णय से यात्रियों को बड़ी राहत मिलेगी, खासकर उन लोगों को जो नियमित रूप से इस रूट पर यात्रा करते हैं।: [1229, 383, 1415, 431]
press-label: PRESS: [1250, 2230, 1276, 2238]
a8-p3: ट्रैफिक पुलिस द्वारा शहर भर में नियम तोड़ने वालों के खिलाफ सघन चेकिंग: [44, 1910, 228, 1941]
aqi-status: (खराब): [536, 74, 567, 86]
a10-sub2: दाउदपुर वार्ड में चल रहे कार्यों का भी: [1247, 1999, 1399, 2013]
aqi-value: एक्यूआई - 119: [519, 53, 584, 65]
byline-name: नवनीत मिश्र: [1098, 913, 1157, 929]
a4-p2: बिजली कर्मचारियों का वर्क टू रूल आंदोलन 14 मई से लगातार जारी है। इसके तहत कर्मचारी केवल निर्धारित कार्य समय में ही अपनी ड्यूटी कर रहे हैं और इसके बाहर किसी भी प्रकार का अतिरिक्त सहयोग देने से इनकार कर रहे हैं।: [1036, 1162, 1219, 1263]
a7-p4: रेलवे प्रशासन ने यात्रियों से अपील की है कि वे यात्रा से पहले अपने गंतव्य और मार्ग की जानकारी अवश्य प्राप्त कर लें। इन परिवर्तनों का उद्देश्य कार्य के दौरान यात्रियों की सुरक्षा और संचालन में निरंतरता बनाए रखना है। यात्रियों को हुई असुविधा के लिए रेलवे प्रशासन ने खेद व्यक्त किया है।: [240, 1341, 424, 1459]
a10-body-3: [1428, 1850, 1610, 2010]
bullet-icon: [1435, 465, 1448, 477]
a8-headline: ट्रैफिक पुलिस की सख्ती, 1017 वाहनों का चालान: [65, 1539, 405, 1614]
a5-p3: रेलवे प्रशासन के अनुसार, यह बदलाव यात्रियों की मांग और सुविधाओं को ध्यान में रखते हुए किया गया है, जिससे यात्रा अनुभव अधिक सुगम और आरामदायक हो सकेगा।: [240, 1023, 424, 1089]
min-temp: न्यूनतम :- 28 डिग्री सेल्सियस: [43, 75, 176, 89]
a10-p6: नगर निगम द्वारा मानसून से पहले नालों की सफाई और जलनिकासी व्यवस्था को दुरुस्त करने की यह कवायद लगातार जारी है। अधिकारियों ने स्पष्ट किया है कि सफाई में कोई कोताही बर्दाश्त नहीं की जाएगी और समयबद्ध ढंग से सभी कार्य पूरे किए जाएंगे।: [1428, 1906, 1610, 2006]
air-quality-tab: किस हवा में सांस ले रहे हैं आप: [468, 12, 644, 39]
drop-cap: रे: [1049, 255, 1065, 300]
bullet-icon: [844, 1157, 858, 1171]
plane-icon: ✈: [1593, 110, 1608, 131]
bullet-icon: [844, 1101, 858, 1115]
